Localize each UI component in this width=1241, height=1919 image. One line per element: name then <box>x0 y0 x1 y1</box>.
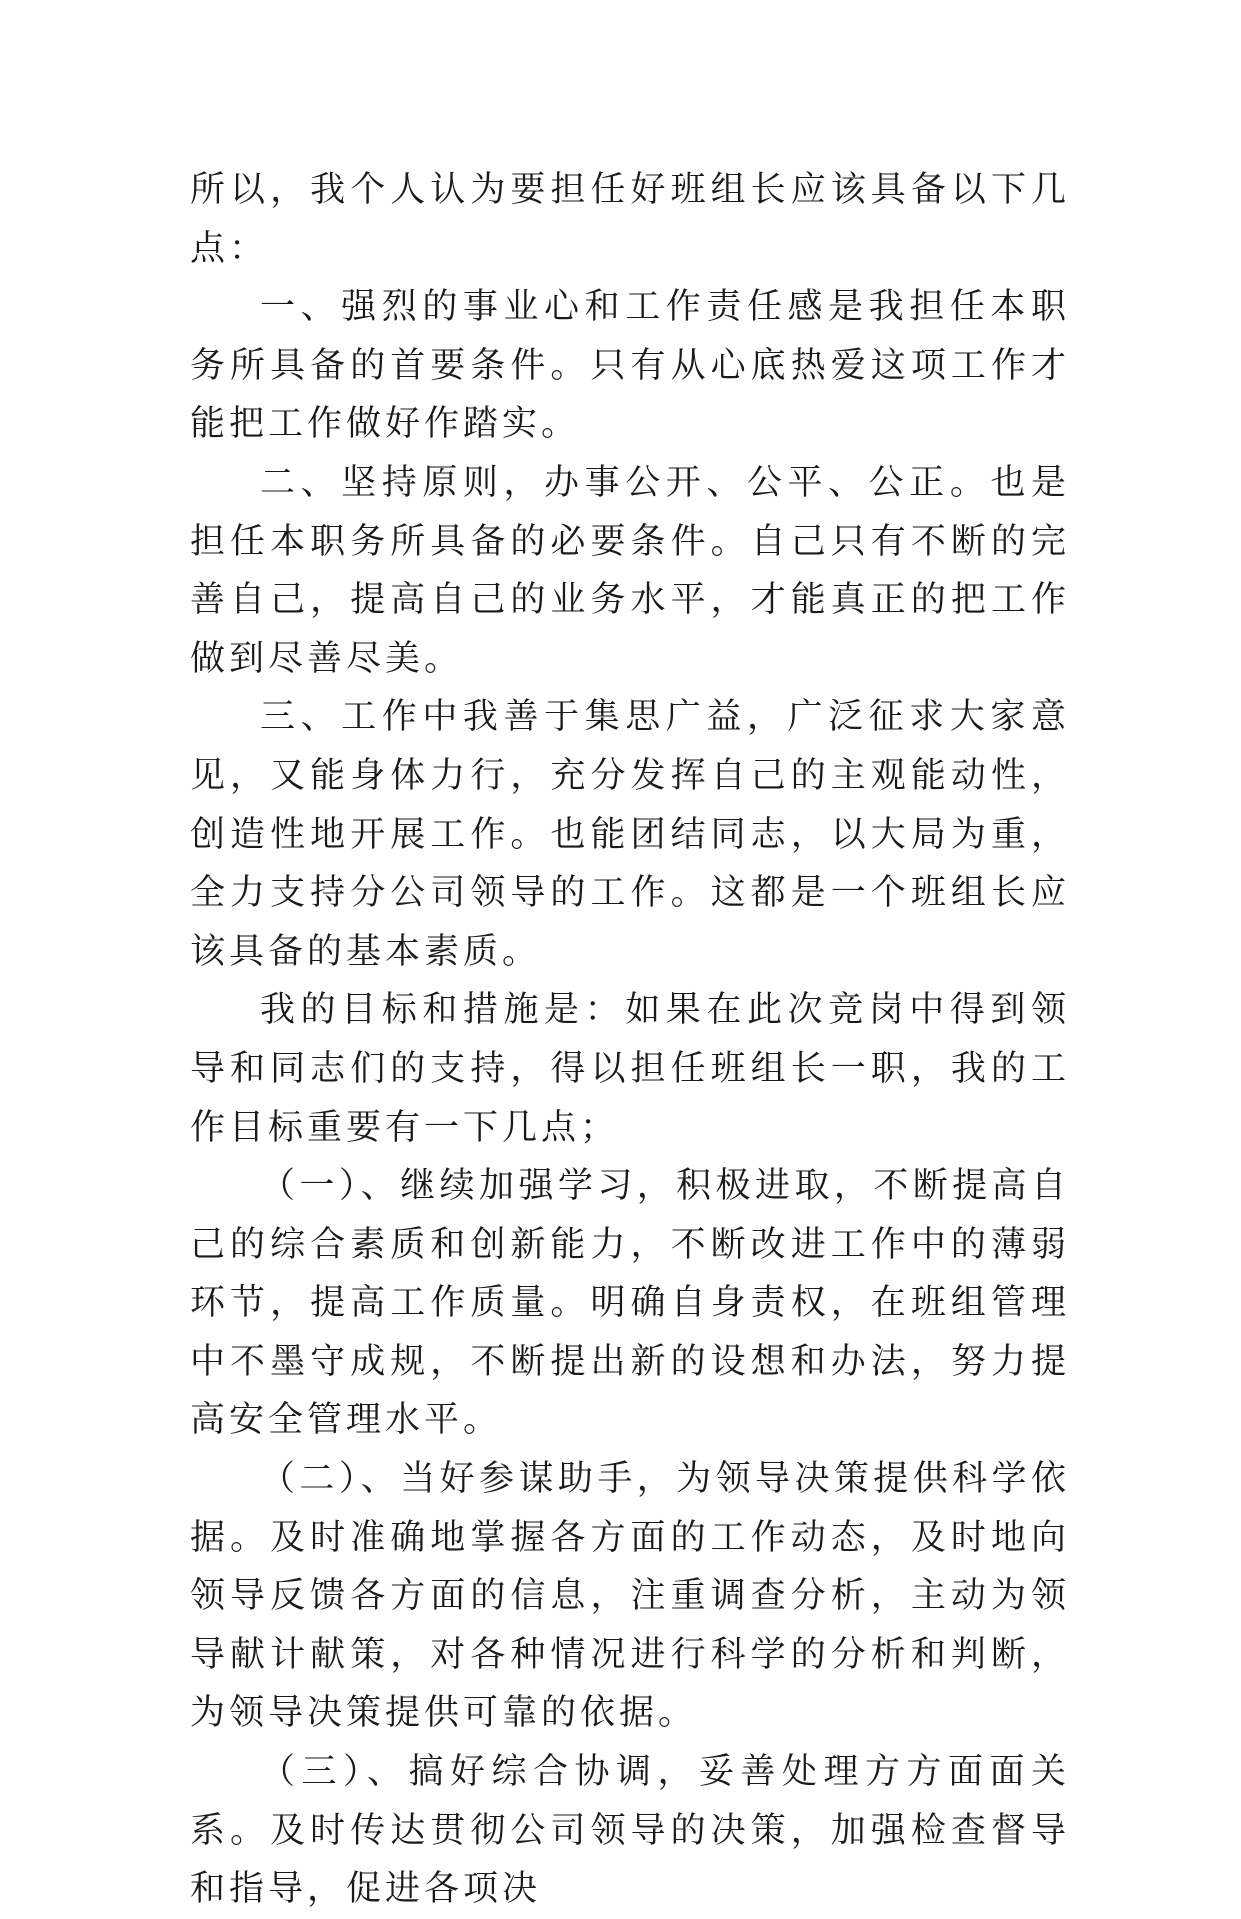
paragraph-goal-3: （三）、搞好综合协调，妥善处理方方面面关系。及时传达贯彻公司领导的决策，加强检查督导和指导，促进各项决 <box>190 1752 1070 1910</box>
paragraph-point-2: 二、坚持原则，办事公开、公平、公正。也是担任本职务所具备的必要条件。自己只有不断的完善自己，提高自己的业务水平，才能真正的把工作做到尽善尽美。 <box>190 462 1070 679</box>
paragraph-intro: 所以，我个人认为要担任好班组长应该具备以下几点： <box>190 170 1070 269</box>
document-page <box>190 161 1070 1919</box>
paragraph-point-1: 一、强烈的事业心和工作责任感是我担任本职务所具备的首要条件。只有从心底热爱这项工作才能把工作做好作踏实。 <box>190 287 1070 445</box>
paragraph-point-3: 三、工作中我善于集思广益，广泛征求大家意见，又能身体力行，充分发挥自己的主观能动性，创造性地开展工作。也能团结同志，以大局为重，全力支持分公司领导的工作。这都是一个班组长应该具备的基本素质。 <box>190 697 1070 972</box>
paragraph-goals: 我的目标和措施是：如果在此次竞岗中得到领导和同志们的支持，得以担任班组长一职，我的工作目标重要有一下几点； <box>190 990 1070 1148</box>
paragraph-goal-2: （二）、当好参谋助手，为领导决策提供科学依据。及时准确地掌握各方面的工作动态，及时地向领导反馈各方面的信息，注重调查分析，主动为领导献计献策，对各种情况进行科学的分析和判断，为领导决策提供可靠的依据。 <box>190 1459 1070 1734</box>
paragraph-goal-1: （一）、继续加强学习，积极进取，不断提高自己的综合素质和创新能力，不断改进工作中的薄弱环节，提高工作质量。明确自身责权，在班组管理中不墨守成规，不断提出新的设想和办法，努力提高安全管理水平。 <box>190 1166 1070 1441</box>
